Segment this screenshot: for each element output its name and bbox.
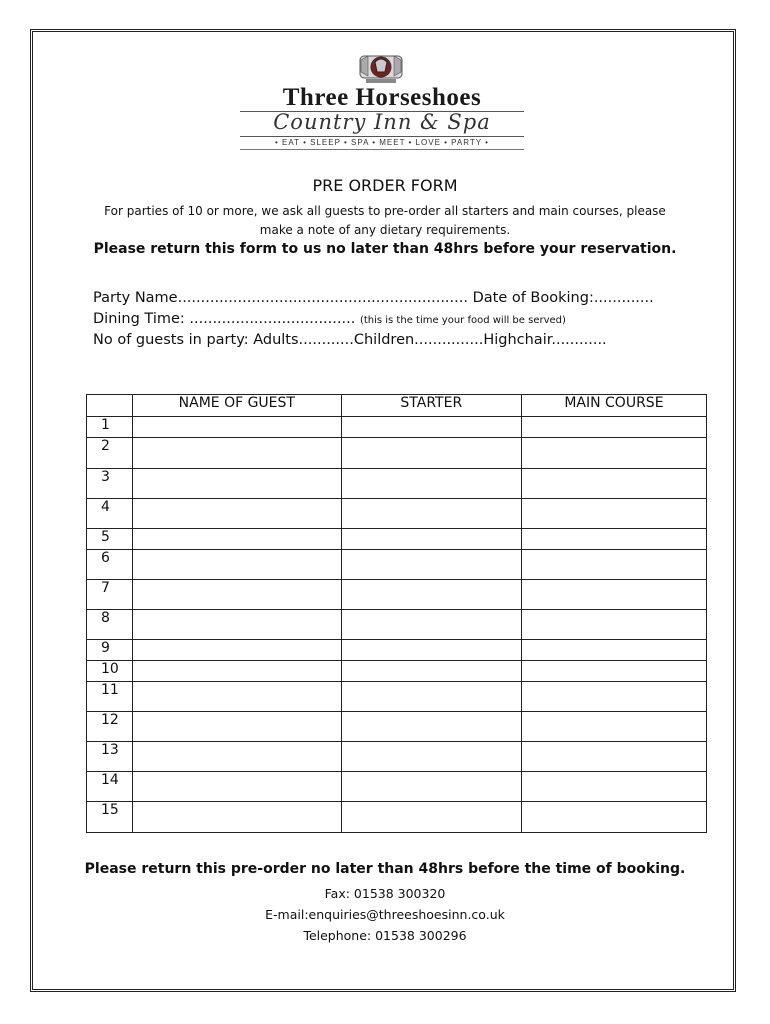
guest-name-cell[interactable] <box>132 712 341 742</box>
header-main-course: MAIN COURSE <box>521 395 706 417</box>
table-row <box>87 499 707 529</box>
main-course-cell[interactable] <box>521 469 706 499</box>
table-row <box>87 469 707 499</box>
starter-cell[interactable] <box>341 802 521 833</box>
main-course-cell[interactable] <box>521 661 706 682</box>
guest-name-cell[interactable] <box>132 661 341 682</box>
main-course-cell[interactable] <box>521 742 706 772</box>
main-course-cell[interactable] <box>521 529 706 550</box>
guest-name-cell[interactable] <box>132 417 341 438</box>
guest-name-cell[interactable] <box>132 550 341 580</box>
form-title: PRE ORDER FORM <box>312 176 458 195</box>
guest-name-cell[interactable] <box>132 742 341 772</box>
row-number: 2 <box>87 438 133 469</box>
row-number: 9 <box>87 640 133 661</box>
guest-name-cell[interactable] <box>132 529 341 550</box>
starter-cell[interactable] <box>341 417 521 438</box>
logo-title: Three Horseshoes <box>282 84 482 111</box>
main-course-cell[interactable] <box>521 772 706 802</box>
table-row <box>87 438 707 469</box>
logo <box>240 52 524 148</box>
main-course-cell[interactable] <box>521 682 706 712</box>
main-course-cell[interactable] <box>521 640 706 661</box>
starter-cell[interactable] <box>341 438 521 469</box>
main-course-cell[interactable] <box>521 802 706 833</box>
guest-name-cell[interactable] <box>132 802 341 833</box>
row-number: 5 <box>87 529 133 550</box>
main-course-cell[interactable] <box>521 550 706 580</box>
starter-cell[interactable] <box>341 742 521 772</box>
dining-time-label: Dining Time: .................................... <box>93 311 356 327</box>
footer-notice: Please return this pre-order no later than 48hrs before the time of booking. <box>84 861 686 877</box>
header-number <box>87 395 133 417</box>
starter-cell[interactable] <box>341 499 521 529</box>
starter-cell[interactable] <box>341 610 521 640</box>
main-course-cell[interactable] <box>521 610 706 640</box>
header-name-of-guest: NAME OF GUEST <box>132 395 341 417</box>
starter-cell[interactable] <box>341 640 521 661</box>
intro-line: make a note of any dietary requirements. <box>259 223 511 237</box>
guest-count-line[interactable]: No of guests in party: Adults............Children...............Highchair............ <box>93 332 607 348</box>
table-row <box>87 610 707 640</box>
logo-subtitle: Country Inn & Spa <box>273 110 491 134</box>
email-address[interactable]: E-mail:enquiries@threeshoesinn.co.uk <box>265 907 505 922</box>
logo-tagline: • EAT • SLEEP • SPA • MEET • LOVE • PARTY • <box>275 138 489 147</box>
guest-name-cell[interactable] <box>132 610 341 640</box>
row-number: 15 <box>87 802 133 833</box>
telephone-number: Telephone: 01538 300296 <box>303 928 467 943</box>
table-row <box>87 550 707 580</box>
main-course-cell[interactable] <box>521 417 706 438</box>
row-number: 7 <box>87 580 133 610</box>
table-row <box>87 661 707 682</box>
table-row <box>87 529 707 550</box>
guest-name-cell[interactable] <box>132 438 341 469</box>
table-row <box>87 682 707 712</box>
booking-details <box>93 290 693 353</box>
guest-name-cell[interactable] <box>132 469 341 499</box>
guest-order-table <box>86 394 707 833</box>
form-intro <box>80 202 690 240</box>
table-row <box>87 802 707 833</box>
guest-name-cell[interactable] <box>132 682 341 712</box>
starter-cell[interactable] <box>341 682 521 712</box>
starter-cell[interactable] <box>341 550 521 580</box>
dining-time-line[interactable] <box>93 311 693 332</box>
logo-rule <box>240 149 524 150</box>
row-number: 4 <box>87 499 133 529</box>
starter-cell[interactable] <box>341 469 521 499</box>
guest-name-cell[interactable] <box>132 580 341 610</box>
row-number: 6 <box>87 550 133 580</box>
row-number: 3 <box>87 469 133 499</box>
row-number: 11 <box>87 682 133 712</box>
starter-cell[interactable] <box>341 661 521 682</box>
row-number: 1 <box>87 417 133 438</box>
guest-name-cell[interactable] <box>132 499 341 529</box>
table-row <box>87 580 707 610</box>
row-number: 14 <box>87 772 133 802</box>
horseshoe-emblem-icon <box>358 52 404 86</box>
table-row <box>87 640 707 661</box>
starter-cell[interactable] <box>341 529 521 550</box>
starter-cell[interactable] <box>341 580 521 610</box>
starter-cell[interactable] <box>341 772 521 802</box>
guest-name-cell[interactable] <box>132 640 341 661</box>
main-course-cell[interactable] <box>521 580 706 610</box>
table-row <box>87 712 707 742</box>
main-course-cell[interactable] <box>521 438 706 469</box>
dining-time-note: (this is the time your food will be served) <box>359 315 566 326</box>
row-number: 10 <box>87 661 133 682</box>
starter-cell[interactable] <box>341 712 521 742</box>
table-row <box>87 742 707 772</box>
intro-line: For parties of 10 or more, we ask all guests to pre-order all starters and main courses, please <box>104 204 666 218</box>
return-notice: Please return this form to us no later than 48hrs before your reservation. <box>93 241 677 257</box>
row-number: 12 <box>87 712 133 742</box>
row-number: 13 <box>87 742 133 772</box>
table-row <box>87 417 707 438</box>
header-starter: STARTER <box>341 395 521 417</box>
main-course-cell[interactable] <box>521 499 706 529</box>
table-header-row <box>87 395 707 417</box>
logo-rule <box>240 136 524 137</box>
table-row <box>87 772 707 802</box>
fax-number: Fax: 01538 300320 <box>324 886 446 901</box>
party-name-line[interactable]: Party Name............................................................... Date of Booking:............. <box>93 290 654 306</box>
guest-name-cell[interactable] <box>132 772 341 802</box>
main-course-cell[interactable] <box>521 712 706 742</box>
row-number: 8 <box>87 610 133 640</box>
